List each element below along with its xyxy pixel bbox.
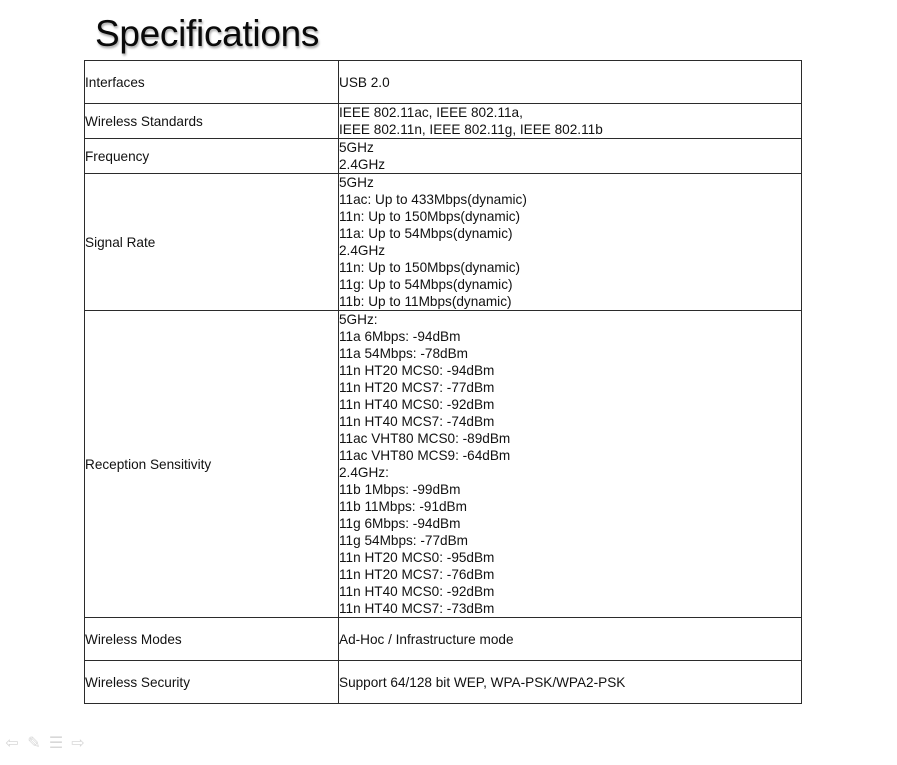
value-line: 11ac VHT80 MCS9: -64dBm <box>339 448 511 463</box>
page-title: Specifications <box>95 13 320 54</box>
row-label: Frequency <box>85 139 339 174</box>
row-label: Interfaces <box>85 61 339 104</box>
value-line: 11n HT20 MCS7: -76dBm <box>339 567 495 582</box>
value-line: 11ac VHT80 MCS0: -89dBm <box>339 431 511 446</box>
row-value <box>339 618 802 661</box>
table-row-frequency <box>85 139 802 174</box>
row-label: Wireless Modes <box>85 618 339 661</box>
row-label: Signal Rate <box>85 174 339 311</box>
table-row-wireless-modes <box>85 618 802 661</box>
value-line: 11n: Up to 150Mbps(dynamic) <box>339 209 521 224</box>
value-line: 11n HT20 MCS0: -94dBm <box>339 363 495 378</box>
value-line: 2.4GHz <box>339 157 386 172</box>
value-line: 11g 54Mbps: -77dBm <box>339 533 468 548</box>
value-line: USB 2.0 <box>339 74 390 90</box>
value-line: 11b 11Mbps: -91dBm <box>339 499 467 514</box>
table-row-signal-rate <box>85 174 802 311</box>
value-line: 11ac: Up to 433Mbps(dynamic) <box>339 192 527 207</box>
value-line: 2.4GHz: <box>339 465 389 480</box>
value-line: 11a: Up to 54Mbps(dynamic) <box>339 226 513 241</box>
value-line: 11n HT20 MCS0: -95dBm <box>339 550 495 565</box>
table-row-interfaces <box>85 61 802 104</box>
value-line: 5GHz <box>339 140 374 155</box>
row-label: Reception Sensitivity <box>85 311 339 618</box>
value-line: 11g 6Mbps: -94dBm <box>339 516 461 531</box>
value-line: 11a 6Mbps: -94dBm <box>339 329 461 344</box>
menu-icon[interactable]: ☰ <box>48 735 64 752</box>
value-line: 11g: Up to 54Mbps(dynamic) <box>339 277 513 292</box>
row-value <box>339 174 802 311</box>
back-arrow-icon[interactable]: ⇦ <box>5 735 19 752</box>
row-value <box>339 139 802 174</box>
value-line: IEEE 802.11ac, IEEE 802.11a, <box>339 105 523 120</box>
value-line: 11n HT20 MCS7: -77dBm <box>339 380 495 395</box>
row-label: Wireless Security <box>85 661 339 704</box>
value-line: 11a 54Mbps: -78dBm <box>339 346 468 361</box>
table-row-wireless-standards <box>85 104 802 139</box>
value-line: 5GHz <box>339 175 374 190</box>
value-line: 5GHz: <box>339 312 378 327</box>
pen-icon[interactable]: ✎ <box>27 735 41 752</box>
value-line: 11b 1Mbps: -99dBm <box>339 482 461 497</box>
row-value <box>339 104 802 139</box>
value-line: 11n HT40 MCS7: -73dBm <box>339 601 495 616</box>
value-line: 11n HT40 MCS0: -92dBm <box>339 397 495 412</box>
value-line: 11b: Up to 11Mbps(dynamic) <box>339 294 512 309</box>
value-line: IEEE 802.11n, IEEE 802.11g, IEEE 802.11b <box>339 122 603 137</box>
value-line: Support 64/128 bit WEP, WPA-PSK/WPA2-PSK <box>339 674 626 690</box>
row-value <box>339 311 802 618</box>
value-line: 11n: Up to 150Mbps(dynamic) <box>339 260 521 275</box>
specifications-table <box>84 60 802 704</box>
row-label: Wireless Standards <box>85 104 339 139</box>
value-line: 11n HT40 MCS7: -74dBm <box>339 414 495 429</box>
row-value <box>339 661 802 704</box>
value-line: Ad-Hoc / Infrastructure mode <box>339 631 514 647</box>
forward-arrow-icon[interactable]: ⇨ <box>71 735 85 752</box>
table-row-wireless-security <box>85 661 802 704</box>
value-line: 2.4GHz <box>339 243 386 258</box>
value-line: 11n HT40 MCS0: -92dBm <box>339 584 495 599</box>
slide-navigation <box>4 733 86 755</box>
table-row-reception-sensitivity <box>85 311 802 618</box>
row-value <box>339 61 802 104</box>
